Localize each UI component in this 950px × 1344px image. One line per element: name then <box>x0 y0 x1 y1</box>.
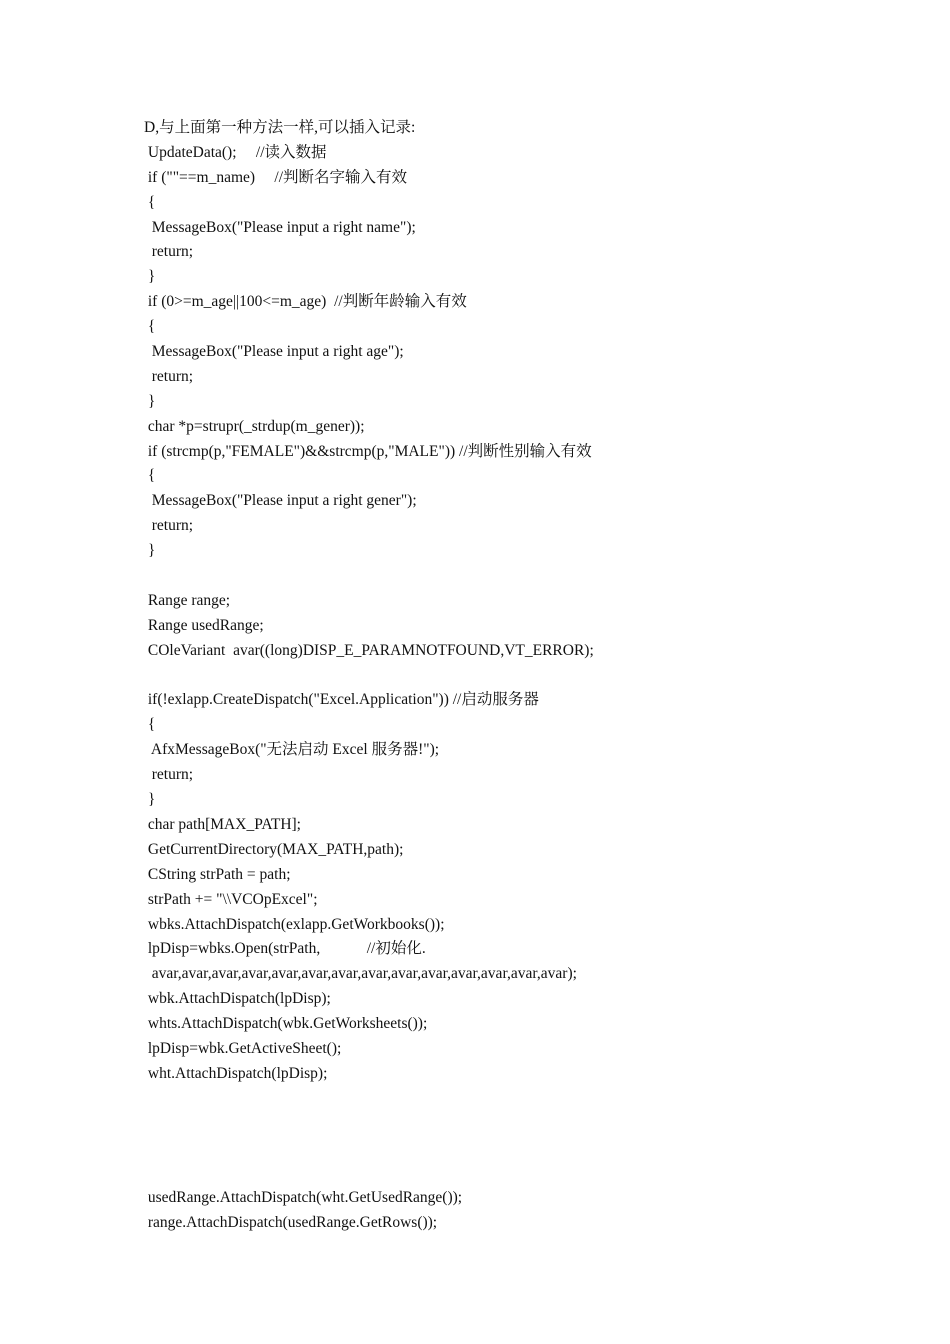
code-line: strPath += "\\VCOpExcel"; <box>144 890 318 908</box>
code-line: MessageBox("Please input a right gener"); <box>144 492 417 510</box>
code-line: lpDisp=wbk.GetActiveSheet(); <box>144 1039 342 1057</box>
code-line: return; <box>144 766 194 784</box>
code-line: Range usedRange; <box>144 616 264 634</box>
code-line: return; <box>144 243 194 261</box>
code-line: } <box>144 268 156 286</box>
code-line: wbks.AttachDispatch(exlapp.GetWorkbooks()); <box>144 915 445 933</box>
code-line: MessageBox("Please input a right name"); <box>144 218 416 236</box>
code-line: if (0>=m_age||100<=m_age) //判断年龄输入有效 <box>144 293 467 311</box>
blank-line <box>144 1137 904 1162</box>
code-line: { <box>144 467 156 485</box>
code-line: if (strcmp(p,"FEMALE")&&strcmp(p,"MALE")) //判断性别输入有效 <box>144 442 592 460</box>
code-line: } <box>144 542 156 560</box>
code-line: { <box>144 318 156 336</box>
blank-line <box>144 664 904 689</box>
code-line: lpDisp=wbks.Open(strPath, //初始化. <box>144 940 426 958</box>
code-line: if (""==m_name) //判断名字输入有效 <box>144 168 408 186</box>
line-heading: D,与上面第一种方法一样,可以插入记录: <box>144 119 416 136</box>
code-line: CString strPath = path; <box>144 865 291 883</box>
code-line: return; <box>144 367 194 385</box>
code-line: wht.AttachDispatch(lpDisp); <box>144 1064 328 1082</box>
blank-line <box>144 1112 904 1137</box>
code-line: Range range; <box>144 591 231 609</box>
code-line: { <box>144 193 156 211</box>
code-line: char path[MAX_PATH]; <box>144 815 301 833</box>
code-line: COleVariant avar((long)DISP_E_PARAMNOTFOUND,VT_ERROR); <box>144 641 594 659</box>
code-line: whts.AttachDispatch(wbk.GetWorksheets()); <box>144 1015 428 1033</box>
code-line: avar,avar,avar,avar,avar,avar,avar,avar,avar,avar,avar,avar,avar,avar); <box>144 965 577 983</box>
code-line: if(!exlapp.CreateDispatch("Excel.Application")) //启动服务器 <box>144 691 539 709</box>
blank-line <box>144 1087 904 1112</box>
blank-line <box>144 1161 904 1186</box>
code-line: } <box>144 791 156 809</box>
code-line: UpdateData(); //读入数据 <box>144 143 327 161</box>
code-line: wbk.AttachDispatch(lpDisp); <box>144 990 331 1008</box>
code-line: usedRange.AttachDispatch(wht.GetUsedRange()); <box>144 1189 463 1207</box>
code-line: AfxMessageBox("无法启动 Excel 服务器!"); <box>144 741 440 759</box>
code-line: GetCurrentDirectory(MAX_PATH,path); <box>144 840 404 858</box>
code-line: MessageBox("Please input a right age"); <box>144 343 404 361</box>
code-line: range.AttachDispatch(usedRange.GetRows()); <box>144 1214 438 1232</box>
code-listing <box>144 116 904 1236</box>
code-line: return; <box>144 517 194 535</box>
blank-line <box>144 564 904 589</box>
code-line: char *p=strupr(_strdup(m_gener)); <box>144 417 365 435</box>
code-line: } <box>144 392 156 410</box>
code-line: { <box>144 716 156 734</box>
